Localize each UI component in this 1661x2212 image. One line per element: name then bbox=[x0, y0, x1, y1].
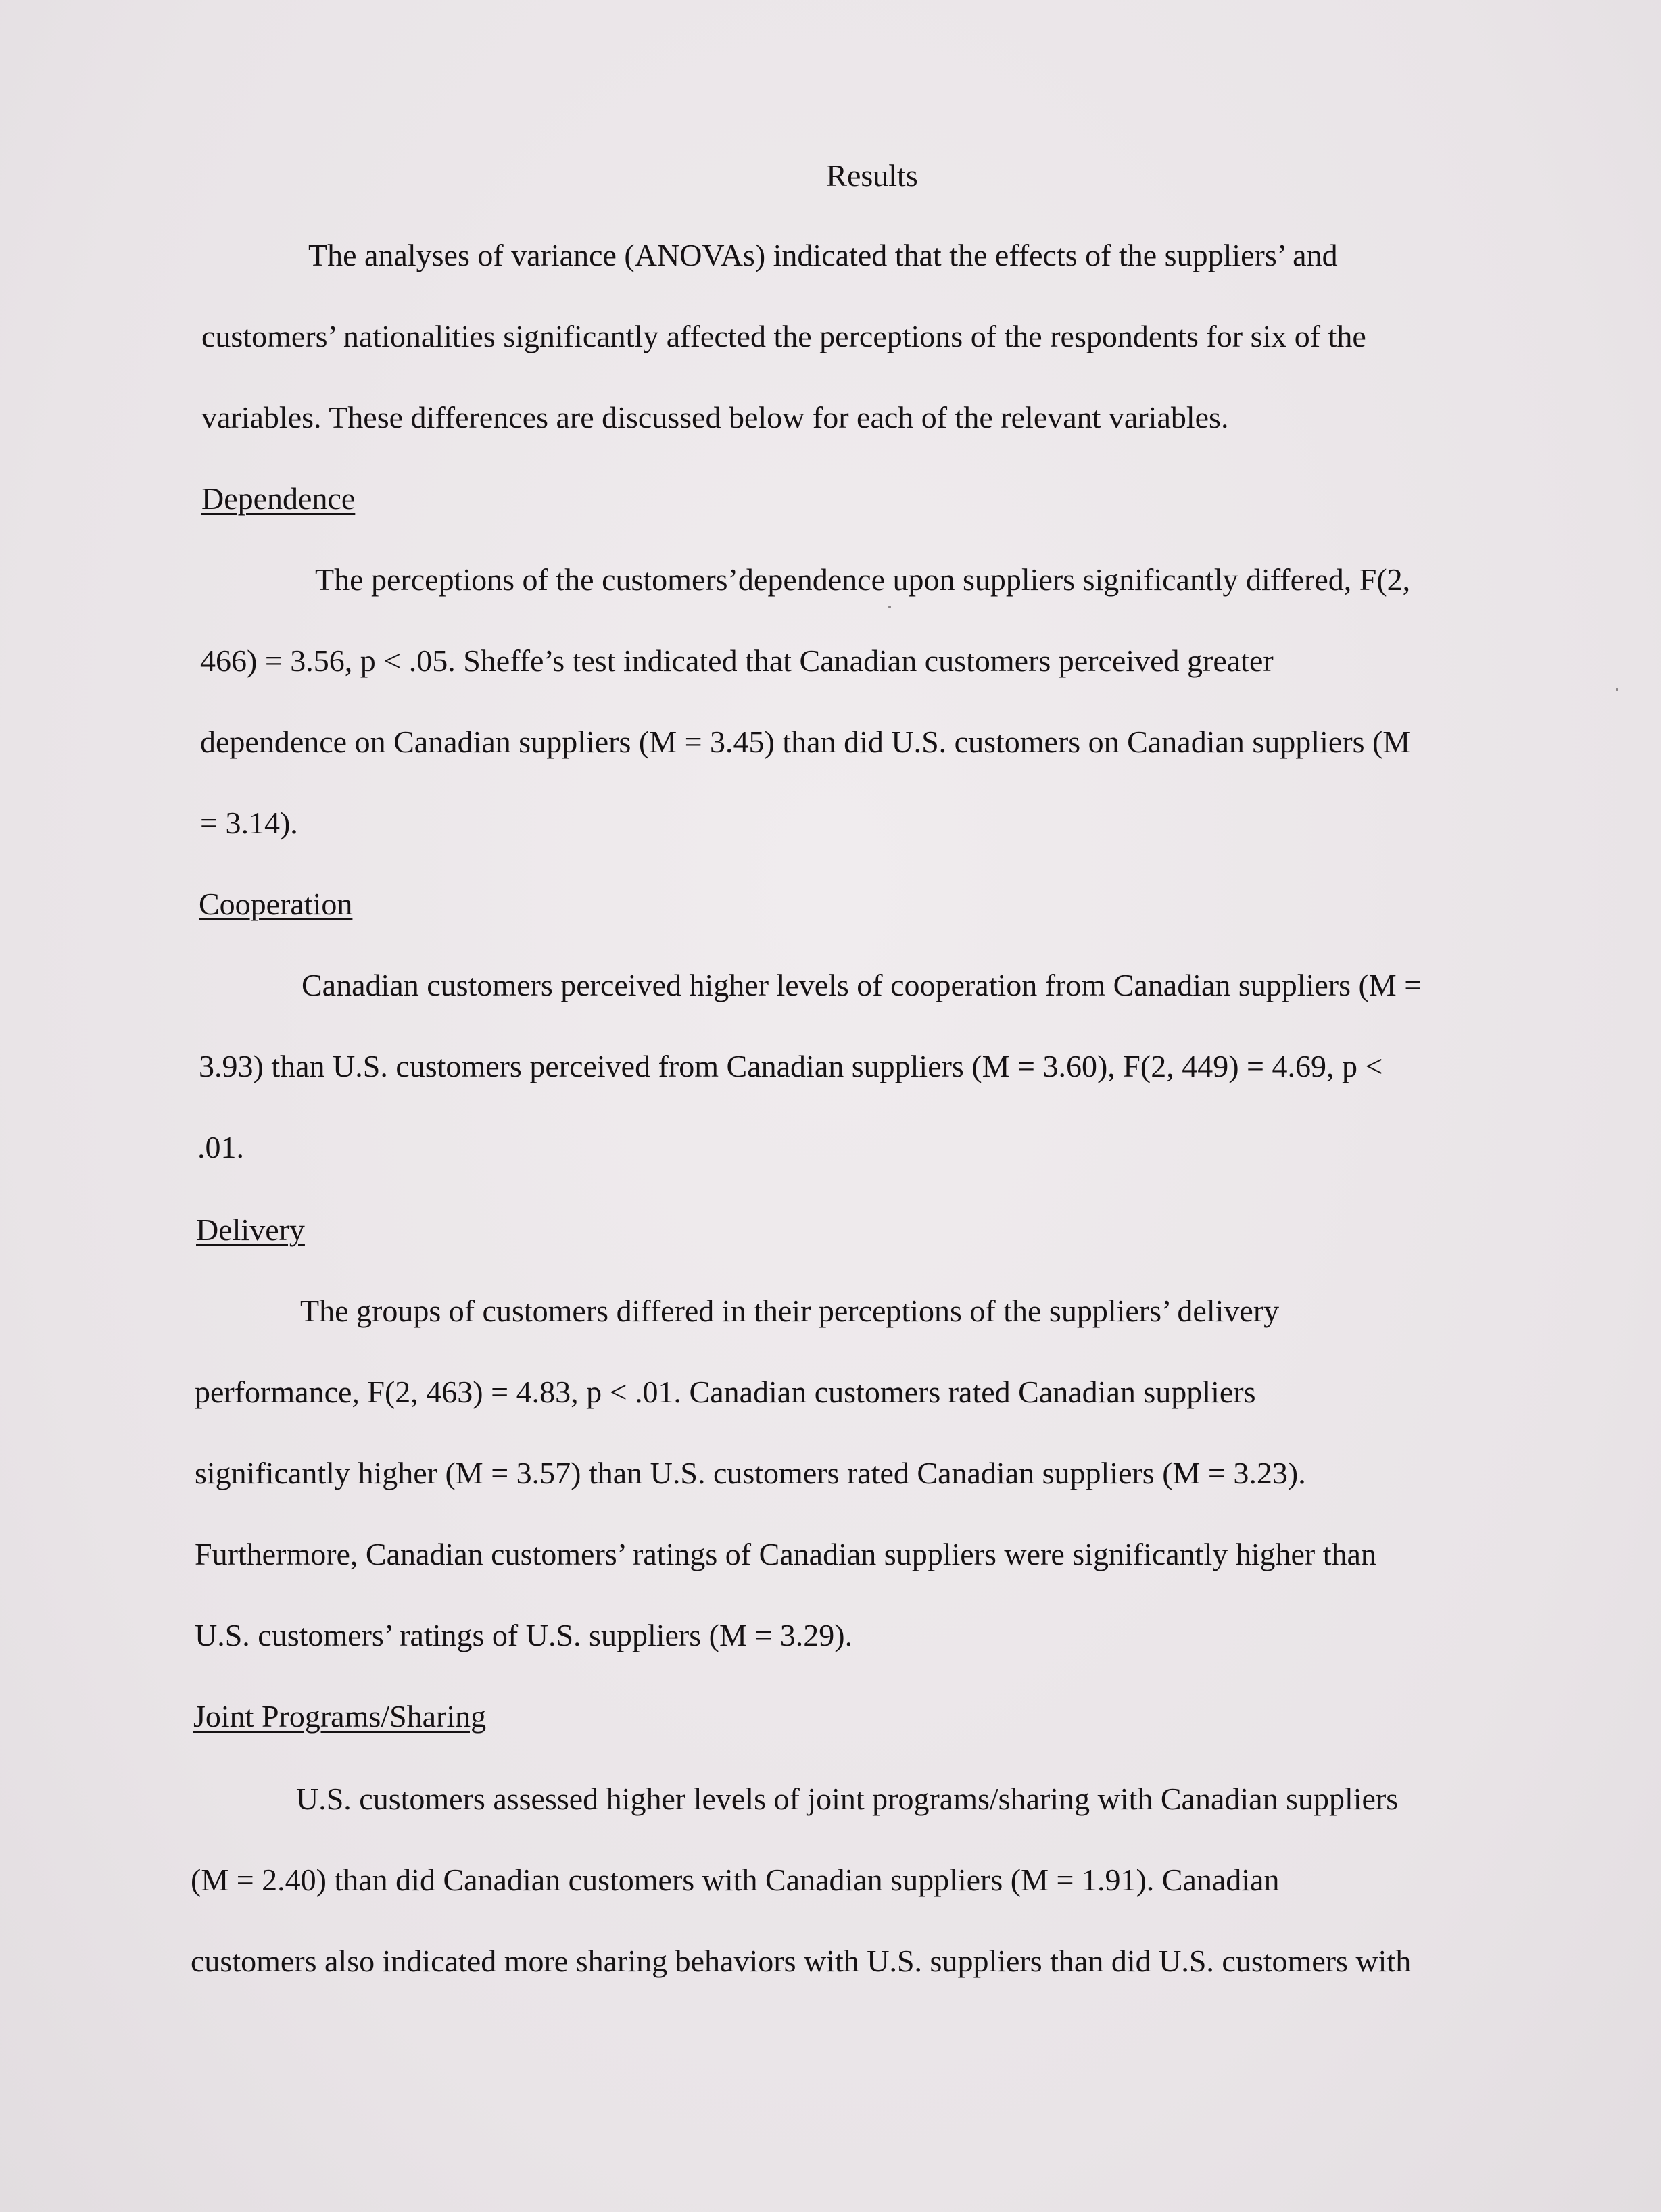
body-line-18: customers also indicated more sharing behaviors with U.S. suppliers than did U.S. customers with bbox=[191, 1944, 1412, 1978]
body-line-3: variables. These differences are discussed below for each of the relevant variables. bbox=[201, 400, 1229, 435]
body-line-8: Canadian customers perceived higher levels of cooperation from Canadian suppliers (M = bbox=[302, 968, 1422, 1002]
paper-speck bbox=[1616, 688, 1618, 691]
body-line-17: (M = 2.40) than did Canadian customers with Canadian suppliers (M = 1.91). Canadian bbox=[191, 1863, 1280, 1897]
body-line-11: The groups of customers differed in their perceptions of the suppliers’ delivery bbox=[300, 1294, 1280, 1328]
heading-dependence: Dependence bbox=[201, 481, 356, 516]
body-line-5: 466) = 3.56, p < .05. Sheffe’s test indicated that Canadian customers perceived greater bbox=[200, 643, 1274, 678]
body-line-10: .01. bbox=[197, 1130, 244, 1164]
body-line-6: dependence on Canadian suppliers (M = 3.45) than did U.S. customers on Canadian suppliers (M bbox=[200, 724, 1411, 759]
body-line-12: performance, F(2, 463) = 4.83, p < .01. Canadian customers rated Canadian suppliers bbox=[195, 1375, 1256, 1409]
body-line-7: = 3.14). bbox=[200, 806, 298, 840]
body-line-16: U.S. customers assessed higher levels of joint programs/sharing with Canadian suppliers bbox=[296, 1781, 1399, 1816]
heading-joint-programs-sharing: Joint Programs/Sharing bbox=[193, 1699, 487, 1734]
body-line-2: customers’ nationalities significantly affected the perceptions of the respondents for six of the bbox=[201, 319, 1366, 353]
section-title: Results bbox=[826, 158, 918, 193]
paper-speck bbox=[888, 606, 891, 608]
heading-cooperation: Cooperation bbox=[199, 887, 353, 921]
body-line-15: U.S. customers’ ratings of U.S. suppliers (M = 3.29). bbox=[195, 1618, 853, 1652]
body-line-4: The perceptions of the customers’dependence upon suppliers significantly differed, F(2, bbox=[315, 562, 1411, 597]
body-line-14: Furthermore, Canadian customers’ ratings of Canadian suppliers were significantly higher than bbox=[195, 1537, 1376, 1571]
heading-delivery: Delivery bbox=[196, 1212, 305, 1247]
body-line-9: 3.93) than U.S. customers perceived from Canadian suppliers (M = 3.60), F(2, 449) = 4.69, p < bbox=[199, 1049, 1383, 1083]
body-line-1: The analyses of variance (ANOVAs) indicated that the effects of the suppliers’ and bbox=[308, 238, 1338, 272]
body-line-13: significantly higher (M = 3.57) than U.S. customers rated Canadian suppliers (M = 3.23). bbox=[195, 1456, 1306, 1490]
